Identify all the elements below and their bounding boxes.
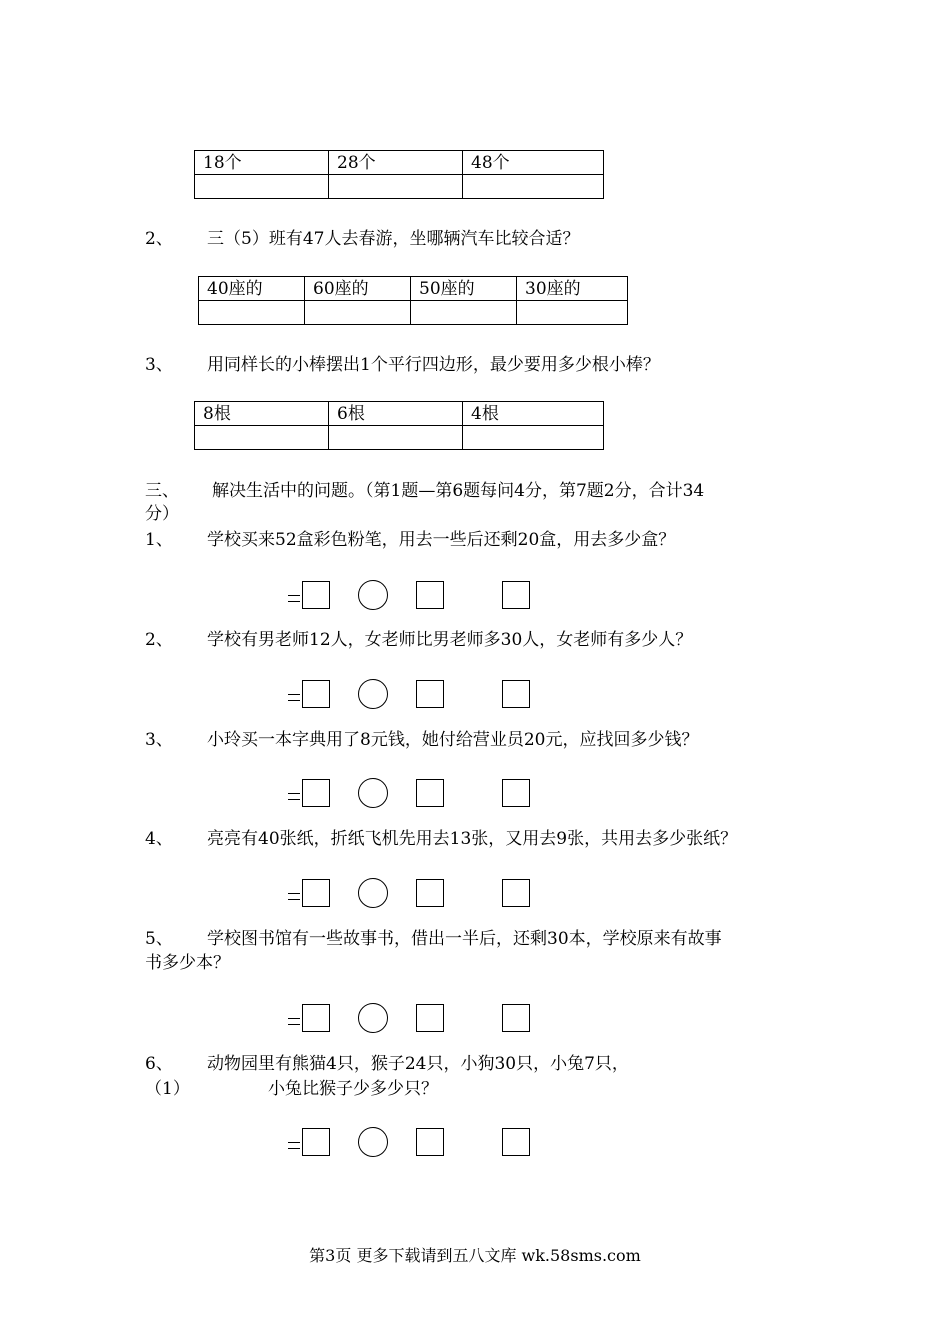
operator-circle[interactable]	[358, 778, 388, 808]
question-number: 6、	[145, 1054, 173, 1074]
question-text: 三（5）班有47人去春游，坐哪辆汽车比较合适？	[207, 229, 580, 249]
options-table-3	[194, 401, 604, 450]
answer-cell[interactable]	[329, 426, 463, 450]
answer-box[interactable]	[502, 779, 530, 807]
operator-circle[interactable]	[358, 580, 388, 610]
section-number: 三、	[145, 481, 179, 501]
answer-box[interactable]	[416, 779, 444, 807]
answer-box[interactable]	[302, 1004, 330, 1032]
answer-box[interactable]	[302, 779, 330, 807]
answer-box[interactable]	[416, 879, 444, 907]
option-cell: 28个	[329, 151, 463, 175]
answer-box[interactable]	[502, 1004, 530, 1032]
answer-box[interactable]	[302, 1128, 330, 1156]
equation-template	[288, 1003, 548, 1035]
option-cell: 18个	[195, 151, 329, 175]
answer-box[interactable]	[302, 680, 330, 708]
answer-box[interactable]	[416, 680, 444, 708]
question-text: 学校买来52盒彩色粉笔，用去一些后还剩20盒，用去多少盒？	[207, 530, 676, 550]
equation-template	[288, 679, 548, 711]
answer-cell[interactable]	[305, 301, 411, 325]
question-text: 小玲买一本字典用了8元钱，她付给营业员20元，应找回多少钱？	[207, 730, 699, 750]
answer-box[interactable]	[416, 1004, 444, 1032]
question-text-cont: 书多少本？	[145, 953, 230, 973]
option-cell: 60座的	[305, 277, 411, 301]
answer-cell[interactable]	[463, 175, 604, 199]
answer-cell[interactable]	[411, 301, 517, 325]
answer-box[interactable]	[502, 1128, 530, 1156]
question-text: 学校有男老师12人，女老师比男老师多30人，女老师有多少人？	[207, 630, 693, 650]
equation-template	[288, 580, 548, 612]
answer-box[interactable]	[502, 680, 530, 708]
answer-cell[interactable]	[195, 426, 329, 450]
answer-box[interactable]	[502, 879, 530, 907]
operator-circle[interactable]	[358, 878, 388, 908]
answer-box[interactable]	[302, 581, 330, 609]
subquestion-number: （1）	[145, 1079, 190, 1099]
section-heading: 解决生活中的问题。（第1题—第6题每问4分，第7题2分，合计34	[212, 481, 705, 501]
operator-circle[interactable]	[358, 1003, 388, 1033]
question-number: 1、	[145, 530, 173, 550]
question-number: 2、	[145, 630, 173, 650]
answer-cell[interactable]	[517, 301, 628, 325]
equals-icon	[288, 1139, 300, 1149]
option-cell: 48个	[463, 151, 604, 175]
option-cell: 30座的	[517, 277, 628, 301]
operator-circle[interactable]	[358, 1127, 388, 1157]
operator-circle[interactable]	[358, 679, 388, 709]
answer-cell[interactable]	[329, 175, 463, 199]
question-text: 亮亮有40张纸，折纸飞机先用去13张，又用去9张，共用去多少张纸？	[207, 829, 738, 849]
page-footer: 第3页 更多下载请到五八文库 wk.58sms.com	[309, 1246, 641, 1265]
answer-cell[interactable]	[195, 175, 329, 199]
section-heading-cont: 分）	[145, 504, 179, 524]
options-table-2	[198, 276, 628, 325]
equals-icon	[288, 691, 300, 701]
option-cell: 4根	[463, 402, 604, 426]
answer-cell[interactable]	[199, 301, 305, 325]
equals-icon	[288, 592, 300, 602]
question-number: 3、	[145, 730, 173, 750]
answer-cell[interactable]	[463, 426, 604, 450]
option-cell: 8根	[195, 402, 329, 426]
equals-icon	[288, 790, 300, 800]
option-cell: 50座的	[411, 277, 517, 301]
answer-box[interactable]	[416, 581, 444, 609]
equation-template	[288, 878, 548, 910]
question-number: 4、	[145, 829, 173, 849]
subquestion-text: 小兔比猴子少多少只？	[268, 1079, 438, 1099]
equation-template	[288, 778, 548, 810]
answer-box[interactable]	[416, 1128, 444, 1156]
option-cell: 40座的	[199, 277, 305, 301]
equals-icon	[288, 890, 300, 900]
options-table-1	[194, 150, 604, 199]
question-number: 3、	[145, 355, 173, 375]
option-cell: 6根	[329, 402, 463, 426]
answer-box[interactable]	[302, 879, 330, 907]
question-number: 2、	[145, 229, 173, 249]
question-text: 学校图书馆有一些故事书，借出一半后，还剩30本，学校原来有故事	[207, 929, 722, 949]
question-number: 5、	[145, 929, 173, 949]
equation-template	[288, 1127, 548, 1159]
equals-icon	[288, 1015, 300, 1025]
question-text: 动物园里有熊猫4只，猴子24只，小狗30只，小兔7只，	[207, 1054, 629, 1074]
answer-box[interactable]	[502, 581, 530, 609]
question-text: 用同样长的小棒摆出1个平行四边形，最少要用多少根小棒？	[207, 355, 660, 375]
